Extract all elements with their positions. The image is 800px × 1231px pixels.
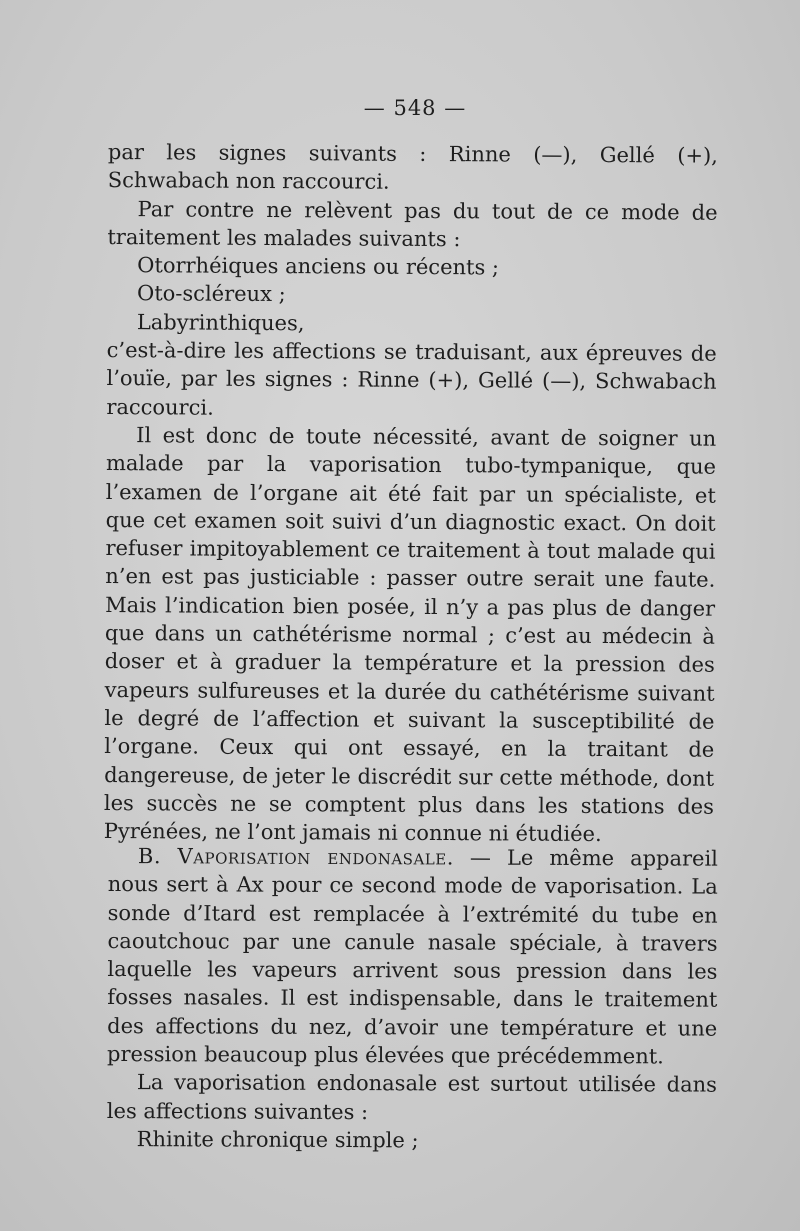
section-heading: B. Vaporisation endonasale. — [137, 844, 454, 870]
list-item-oto-scléreux: Oto-scléreux ; — [136, 281, 286, 307]
section-b-paragraph — [107, 842, 718, 1071]
paragraph-necessite: Il est donc de toute nécessité, avant de soigner un malade par la vaporisation tubo-tympanique, que l’examen de l’organe ait été fait par un spécialiste, et que cet examen soit suivi d’un diagnostic exact. On doit refuser impitoyablement ce traitement à tout malade qui n’en est pas justiciable : passer outre serait une faute. Mais l’indication bien posée, il n’y a pas plus de danger que dans un cathétérisme normal ; c’est au médecin à doser et à graduer la température et la pression des vapeurs sulfureuses et la durée du cathétérisme suivant le degré de l’affection et suivant la susceptibilité de l’organe. Ceux qui ont essayé, en la traitant de dangereuse, de jeter le discrédit sur cette méthode, dont les succès ne se comptent plus dans les stations des Pyrénées, ne l’ont jamais ni connue ni étudiée. — [103, 423, 717, 847]
section-b-text: — Le même appareil nous sert à Ax pour ce second mode de vaporisation. La sonde d’Itard est remplacée à l’extrémité du tube en caoutchouc par une canule nasale spéciale, à travers laquelle les vapeurs arrivent sous pression dans les fosses nasales. Il est indispensable, dans le traitement des affections du nez, d’avoir une température et une pression beaucoup plus élevées que précédemment. — [107, 845, 718, 1069]
paragraph-contraindications: Par contre ne relèvent pas du tout de ce mode de traitement les malades suivants : — [107, 196, 718, 252]
page-number: — 548 — — [363, 96, 467, 120]
list-item-labyrinthiques: Labyrinthiques, — [136, 309, 305, 335]
paragraph-signs: par les signes suivants : Rinne (—), Gellé (+), Schwabach non raccourci. — [107, 139, 718, 195]
text-block-lower — [107, 842, 718, 1156]
paragraph-endonasale: La vaporisation endonasale est surtout utilisée dans les affections suivantes : — [106, 1070, 717, 1124]
list-item-rhinite: Rhinite chronique simple ; — [136, 1127, 419, 1153]
text-block-upper — [104, 138, 718, 849]
paragraph-affections: c’est-à-dire les affections se traduisant, aux épreuves de l’ouïe, par les signes : Rinne (+), Gellé (—), Schwabach raccourci. — [106, 338, 717, 420]
list-item-otorrheiques: Otorrhéiques anciens ou récents ; — [137, 253, 500, 280]
